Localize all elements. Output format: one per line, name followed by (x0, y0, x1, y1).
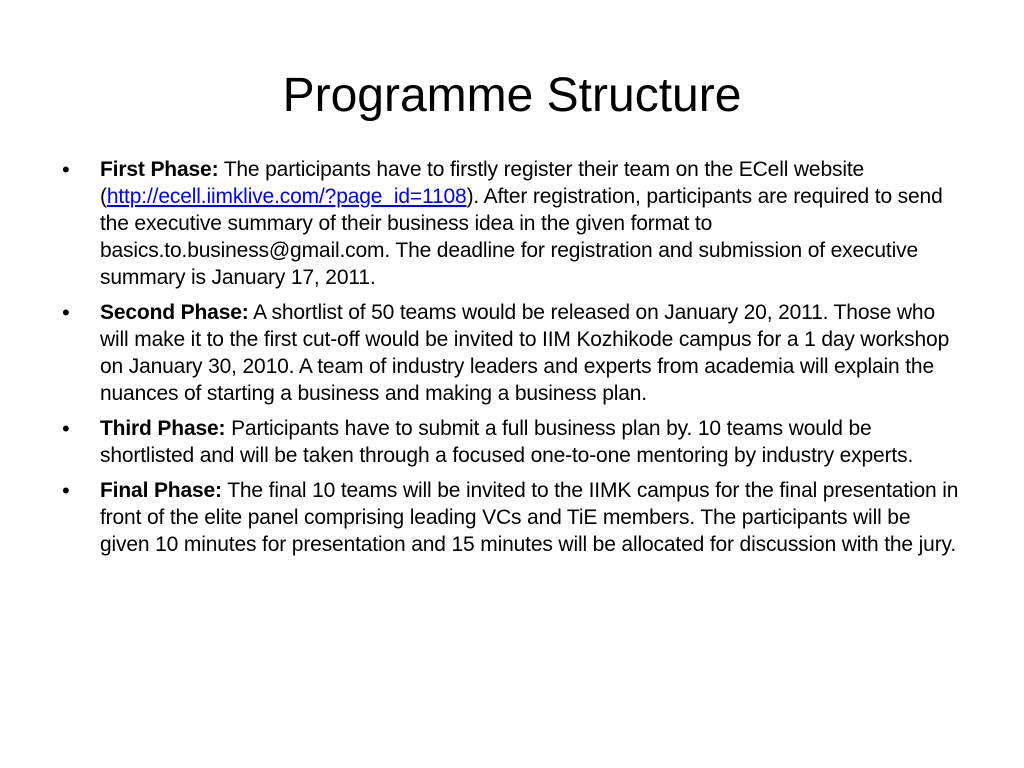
slide-title: Programme Structure (282, 69, 742, 122)
bullet-marker: • (62, 478, 70, 503)
bullet-text: Participants have to submit a full business plan by. 10 teams would be shortlisted and will be taken through a focused one-to-one mentoring by industry experts. (100, 417, 914, 467)
bullet-lead: First Phase: (100, 158, 219, 181)
ecell-website-link[interactable]: http://ecell.iimklive.com/?page_id=1108 (106, 185, 467, 208)
bullet-list (62, 156, 962, 566)
bullet-lead: Final Phase: (100, 479, 222, 502)
bullet-text: The final 10 teams will be invited to the IIMK campus for the final presentation in front of the elite panel comprising leading VCs and TiE members. The participants will be given 10 minutes for presentation and 15 minutes will be allocated for discussion with the jury. (100, 479, 959, 556)
bullet-text: ). After registration, participants are required to send the executive summary of their business idea in the given format to basics.to.business@gmail.com. The deadline for registration and submission of executive summary is January 17, 2011. (100, 185, 943, 289)
bullet-text: A shortlist of 50 teams would be released on January 20, 2011. Those who will make it to the first cut-off would be invited to IIM Kozhikode campus for a 1 day workshop on January 30, 2010. A team of industry leaders and experts from academia will explain the nuances of starting a business and making a business plan. (100, 301, 950, 405)
bullet-third-phase (62, 415, 962, 469)
bullet-second-phase (62, 299, 962, 407)
bullet-first-phase (62, 156, 962, 291)
bullet-text: The participants have to firstly register their team on the ECell website ( (100, 158, 865, 208)
bullet-lead: Second Phase: (100, 301, 249, 324)
bullet-marker: • (62, 157, 70, 182)
bullet-final-phase (62, 477, 962, 558)
bullet-lead: Third Phase: (100, 417, 226, 440)
bullet-marker: • (62, 416, 70, 441)
bullet-marker: • (62, 300, 70, 325)
